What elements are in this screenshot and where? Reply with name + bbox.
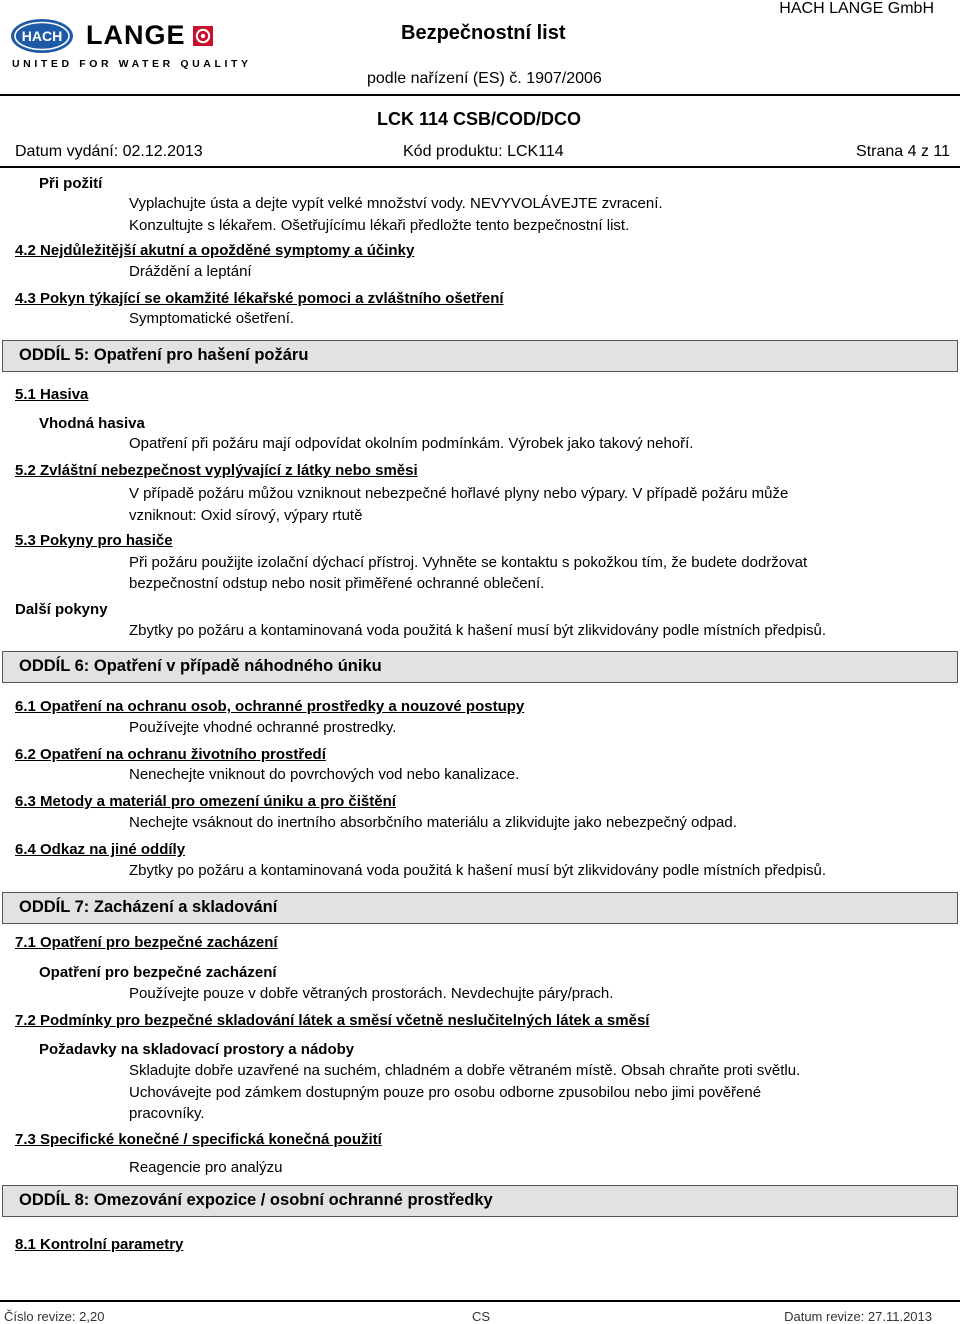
subsection-5-2-text-2: vzniknout: Oxid sírový, výpary rtutě [129, 507, 363, 524]
section-6-header: ODDÍL 6: Opatření v případě náhodného úniku [2, 651, 958, 683]
further-info-label: Další pokyny [15, 601, 108, 618]
subsection-5-2-text-1: V případě požáru můžou vzniknout nebezpečné hořlavé plyny nebo výpary. V případě požáru může [129, 485, 789, 502]
header-bottom-divider [0, 166, 960, 168]
regulation: podle nařízení (ES) č. 1907/2006 [367, 70, 602, 87]
subsection-7-2-label: Požadavky na skladovací prostory a nádoby [39, 1041, 355, 1058]
subsection-6-1: 6.1 Opatření na ochranu osob, ochranné prostředky a nouzové postupy [15, 698, 525, 715]
subsection-7-2-text-3: pracovníky. [129, 1105, 205, 1122]
subsection-7-2-text-1: Skladujte dobře uzavřené na suchém, chladném a dobře větraném místě. Obsah chraňte proti světlu. [129, 1062, 801, 1079]
product-name: LCK 114 CSB/COD/DCO [377, 109, 582, 129]
subsection-6-1-text: Používejte vhodné ochranné prostredky. [129, 719, 397, 736]
hach-logo [10, 18, 74, 54]
subsection-6-2-text: Nenechejte vniknout do povrchových vod nebo kanalizace. [129, 766, 520, 783]
issue-date: Datum vydání: 02.12.2013 [15, 143, 203, 160]
document-title: Bezpečnostní list [401, 22, 566, 44]
subsection-5-3-text-2: bezpečnostní odstup nebo nosit přiměřené ochranné oblečení. [129, 575, 545, 592]
subsection-7-3: 7.3 Specifické konečné / specifická konečná použití [15, 1131, 382, 1148]
lange-logo-text: LANGE [86, 20, 186, 50]
subsection-4-3-text: Symptomatické ošetření. [129, 310, 295, 327]
page-number: Strana 4 z 11 [856, 143, 950, 160]
ingestion-text-2: Konzultujte s lékařem. Ošetřujícímu lékaři předložte tento bezpečnostní list. [129, 217, 630, 234]
subsection-5-1-text: Opatření při požáru mají odpovídat okolním podmínkám. Výrobek jako takový nehoří. [129, 435, 694, 452]
ingestion-label: Při požití [39, 175, 103, 192]
subsection-6-3: 6.3 Metody a materiál pro omezení úniku a pro čištění [15, 793, 396, 810]
lange-logo-mark-icon [193, 26, 213, 46]
subsection-7-1-text: Používejte pouze v dobře větraných prostorách. Nevdechujte páry/prach. [129, 985, 614, 1002]
subsection-6-2: 6.2 Opatření na ochranu životního prostředí [15, 746, 326, 763]
subsection-4-2-text: Dráždění a leptání [129, 263, 252, 280]
subsection-7-2: 7.2 Podmínky pro bezpečné skladování látek a směsí včetně neslučitelných látek a směsí [15, 1012, 650, 1029]
subsection-5-1-label: Vhodná hasiva [39, 415, 145, 432]
subsection-6-4-text: Zbytky po požáru a kontaminovaná voda použitá k hašení musí být zlikvidovány podle místních předpisů. [129, 862, 827, 879]
subsection-5-2: 5.2 Zvláštní nebezpečnost vyplývající z látky nebo směsi [15, 462, 418, 479]
revision-date: Datum revize: 27.11.2013 [784, 1309, 932, 1324]
subsection-7-3-text: Reagencie pro analýzu [129, 1159, 283, 1176]
section-7-header: ODDÍL 7: Zacházení a skladování [2, 892, 958, 924]
language-code: CS [472, 1309, 491, 1324]
subsection-4-3: 4.3 Pokyn týkající se okamžité lékařské pomoci a zvláštního ošetření [15, 290, 504, 307]
section-5-header: ODDÍL 5: Opatření pro hašení požáru [2, 340, 958, 372]
hach-logo-text: HACH [21, 28, 63, 44]
subsection-8-1: 8.1 Kontrolní parametry [15, 1236, 184, 1253]
company-name: HACH LANGE GmbH [779, 0, 934, 17]
section-8-header: ODDÍL 8: Omezování expozice / osobní ochranné prostředky [2, 1185, 958, 1217]
subsection-7-1-label: Opatření pro bezpečné zacházení [39, 964, 277, 981]
product-code: Kód produktu: LCK114 [403, 143, 564, 160]
footer-divider [0, 1300, 960, 1302]
subsection-7-1: 7.1 Opatření pro bezpečné zacházení [15, 934, 278, 951]
subsection-6-4: 6.4 Odkaz na jiné oddíly [15, 841, 186, 858]
subsection-5-3-text-1: Při požáru použijte izolační dýchací přístroj. Vyhněte se kontaktu s pokožkou tím, že budete dodržovat [129, 554, 808, 571]
subsection-7-2-text-2: Uchovávejte pod zámkem dostupným pouze pro osobu odborne zpusobilou nebo jimi pověřené [129, 1084, 762, 1101]
header-divider [0, 94, 960, 96]
ingestion-text-1: Vyplachujte ústa a dejte vypít velké množství vody. NEVYVOLÁVEJTE zvracení. [129, 195, 663, 212]
subsection-5-3: 5.3 Pokyny pro hasiče [15, 532, 173, 549]
subsection-4-2: 4.2 Nejdůležitější akutní a opožděné symptomy a účinky [15, 242, 415, 259]
subsection-6-3-text: Nechejte vsáknout do inertního absorbčního materiálu a zlikvidujte jako nebezpečný odpad. [129, 814, 737, 831]
tagline: UNITED FOR WATER QUALITY [12, 58, 252, 70]
further-info-text: Zbytky po požáru a kontaminovaná voda použitá k hašení musí být zlikvidovány podle místních předpisů. [129, 622, 827, 639]
subsection-5-1: 5.1 Hasiva [15, 386, 89, 403]
revision-number: Číslo revize: 2,20 [4, 1309, 105, 1324]
